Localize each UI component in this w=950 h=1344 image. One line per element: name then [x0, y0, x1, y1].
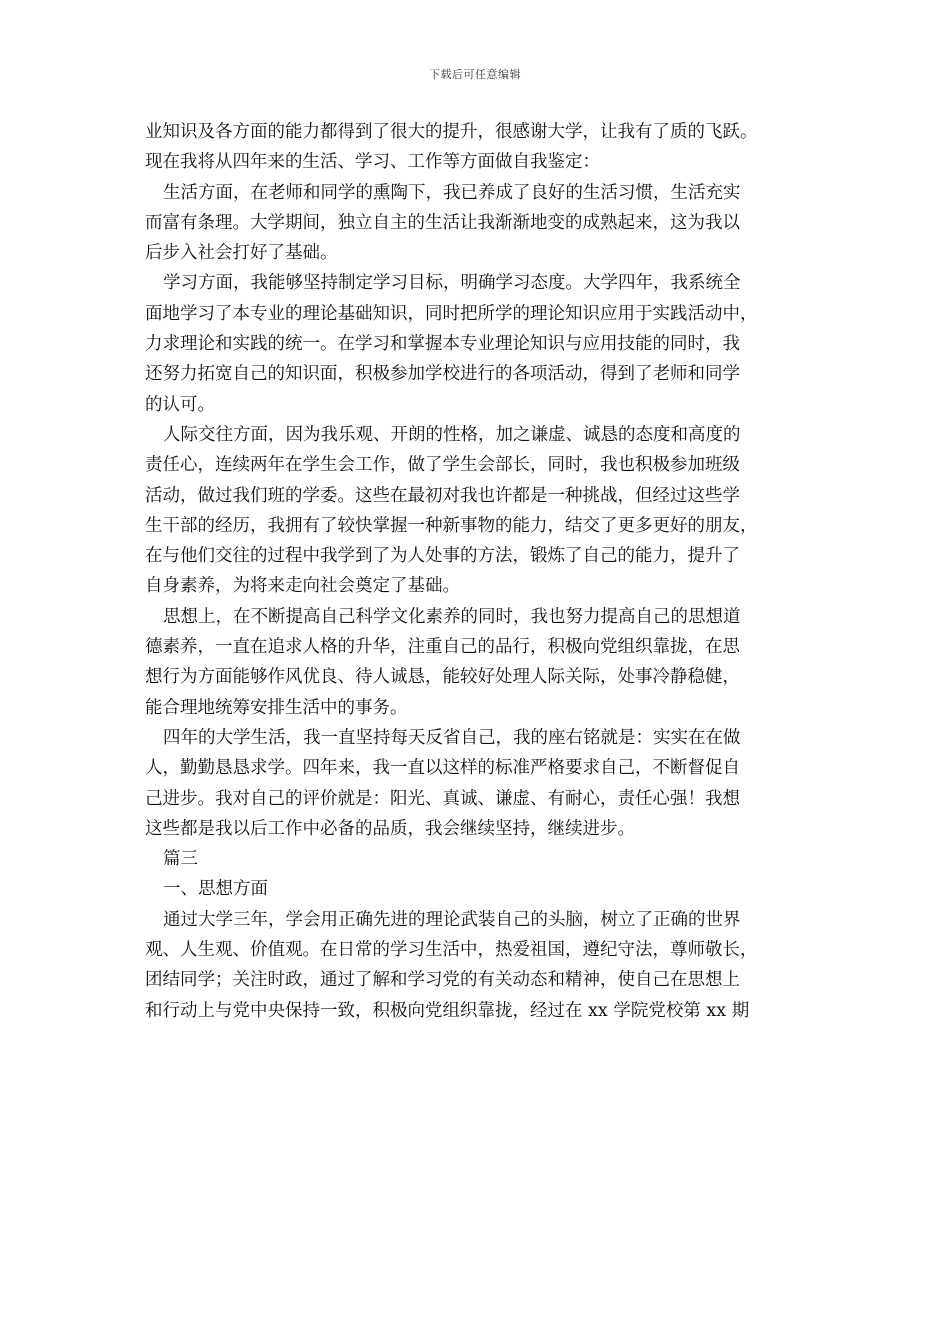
text-line: 业知识及各方面的能力都得到了很大的提升，很感谢大学，让我有了质的飞跃。 [145, 122, 758, 142]
text-line: 四年的大学生活，我一直坚持每天反省自己，我的座右铭就是：实实在在做 [163, 727, 741, 748]
text-line: 而富有条理。大学期间，独立自主的生活让我渐渐地变的成熟起来，这为我以 [145, 212, 740, 233]
text-line: 自身素养，为将来走向社会奠定了基础。 [145, 576, 460, 597]
text-line: 人，勤勤恳恳求学。四年来，我一直以这样的标准严格要求自己，不断督促自 [145, 758, 740, 779]
text-line: 现在我将从四年来的生活、学习、工作等方面做自我鉴定： [145, 152, 600, 173]
text-line: 和行动上与党中央保持一致，积极向党组织靠拢，经过在 xx 学院党校第 xx 期 [145, 1000, 750, 1021]
text-line: 团结同学；关注时政，通过了解和学习党的有关动态和精神，使自己在思想上 [145, 970, 740, 991]
text-line: 篇三 [163, 849, 198, 870]
text-line: 观、人生观、价值观。在日常的学习生活中，热爱祖国，遵纪守法，尊师敬长， [145, 940, 758, 961]
text-line: 力求理论和实践的统一。在学习和掌握本专业理论知识与应用技能的同时，我 [145, 334, 740, 355]
text-line: 生干部的经历，我拥有了较快掌握一种新事物的能力，结交了更多更好的朋友， [145, 515, 758, 536]
text-line: 学习方面，我能够坚持制定学习目标，明确学习态度。大学四年，我系统全 [163, 273, 741, 294]
text-line: 后步入社会打好了基础。 [145, 243, 338, 264]
text-line: 己进步。我对自己的评价就是：阳光、真诚、谦虚、有耐心，责任心强！我想 [145, 788, 740, 809]
text-line: 活动，做过我们班的学委。这些在最初对我也许都是一种挑战，但经过这些学 [145, 485, 740, 506]
text-line: 思想上，在不断提高自己科学文化素养的同时，我也努力提高自己的思想道 [163, 606, 741, 627]
text-line: 面地学习了本专业的理论基础知识，同时把所学的理论知识应用于实践活动中， [145, 303, 758, 324]
text-line: 能合理地统筹安排生活中的事务。 [145, 697, 408, 718]
document-body [145, 117, 825, 1026]
text-line: 还努力拓宽自己的知识面，积极参加学校进行的各项活动，得到了老师和同学 [145, 364, 740, 385]
text-line: 生活方面，在老师和同学的熏陶下，我已养成了良好的生活习惯，生活充实 [163, 182, 741, 203]
text-line: 人际交往方面，因为我乐观、开朗的性格，加之谦虚、诚恳的态度和高度的 [163, 424, 741, 445]
text-line: 通过大学三年，学会用正确先进的理论武装自己的头脑，树立了正确的世界 [163, 909, 741, 930]
text-line: 德素养，一直在追求人格的升华，注重自己的品行，积极向党组织靠拢，在思 [145, 637, 740, 658]
text-line: 一、思想方面 [163, 879, 268, 900]
page-header-note: 下载后可任意编辑 [429, 68, 521, 81]
text-line: 想行为方面能够作风优良、待人诚恳，能较好处理人际关际，处事冷静稳健， [145, 667, 740, 688]
text-line: 在与他们交往的过程中我学到了为人处事的方法，锻炼了自己的能力，提升了 [145, 546, 740, 567]
text-line: 这些都是我以后工作中必备的品质，我会继续坚持，继续进步。 [145, 818, 635, 839]
text-line: 的认可。 [145, 394, 215, 415]
text-line: 责任心，连续两年在学生会工作，做了学生会部长，同时，我也积极参加班级 [145, 455, 740, 476]
